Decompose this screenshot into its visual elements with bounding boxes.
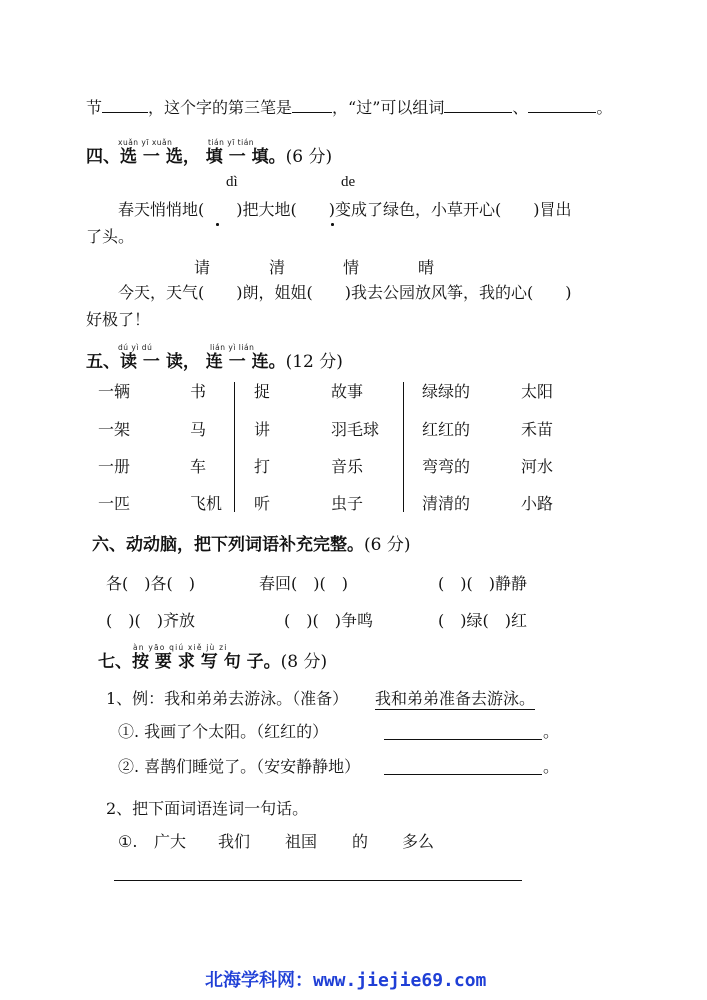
match-item[interactable]: 一架: [98, 420, 131, 439]
match-item[interactable]: 禾苗: [521, 420, 554, 439]
match-item[interactable]: 绿绿的: [422, 382, 471, 401]
q4-sentence-2: 今天，天气( )朗，姐姐( )我去公园放风筝，我的心( ): [118, 283, 572, 302]
fill-word[interactable]: ( )( )齐放: [106, 611, 195, 630]
match-item[interactable]: 飞机: [190, 494, 223, 513]
q5-title-char: 连: [251, 352, 269, 372]
q5-points: (12 分): [285, 352, 343, 372]
column-divider: [403, 382, 404, 512]
q4-points: (6 分): [285, 147, 333, 167]
q7-title-char: 句: [223, 652, 241, 672]
q7-item-2: ②. 喜鹊们睡觉了。（安安静静地）: [118, 757, 361, 776]
match-item[interactable]: 打: [254, 457, 271, 476]
q4-pinyin-de: de: [341, 174, 356, 190]
q7-title-char: 要: [154, 652, 172, 672]
match-item[interactable]: 河水: [521, 457, 554, 476]
word-tile[interactable]: 广大: [154, 832, 187, 851]
q7-item-1-end: 。: [543, 722, 560, 741]
answer-line-3[interactable]: [114, 880, 522, 881]
q4-title-char: ，: [182, 147, 200, 167]
fill-word[interactable]: ( )绿( )红: [438, 611, 527, 630]
q3-tail-part3: ，“过”可以组词: [332, 98, 445, 117]
q4-title-char: 填: [205, 147, 223, 167]
q3-tail-part5: 。: [596, 98, 613, 117]
q5-num: 五、: [86, 352, 120, 372]
q4-pinyin-2: tián yī tián: [208, 138, 255, 147]
q7-pinyin: àn yāo qiú xiě jù zi: [133, 643, 228, 652]
word-tile[interactable]: 多么: [402, 832, 435, 851]
fill-word[interactable]: 春回( )( ): [259, 574, 348, 593]
q4-s1-dotted-char-1: 地: [182, 200, 199, 219]
match-item[interactable]: 讲: [254, 420, 271, 439]
blank-2[interactable]: [292, 96, 332, 113]
match-item[interactable]: 捉: [254, 382, 271, 401]
q6-heading: [92, 535, 410, 555]
match-item[interactable]: 车: [190, 457, 207, 476]
emphasis-dot: [216, 223, 219, 226]
word-tile[interactable]: 祖国: [285, 832, 318, 851]
emphasis-dot: [331, 223, 334, 226]
word-tile[interactable]: 的: [352, 832, 369, 851]
match-item[interactable]: 羽毛球: [331, 420, 380, 439]
match-item[interactable]: 红红的: [422, 420, 471, 439]
answer-line-2[interactable]: [384, 774, 542, 775]
word-tile[interactable]: 我们: [218, 832, 251, 851]
q3-tail-part2: ，这个字的第三笔是: [148, 98, 293, 117]
q7-example-answer-text: 我和弟弟准备去游泳。: [375, 689, 536, 708]
match-item[interactable]: 虫子: [331, 494, 364, 513]
q5-end: 。: [268, 352, 286, 372]
match-item[interactable]: 一匹: [98, 494, 131, 513]
answer-line-1[interactable]: [384, 739, 542, 740]
q4-s1-a: 春天悄悄: [118, 200, 183, 219]
blank-3[interactable]: [444, 96, 512, 113]
fill-word[interactable]: ( )( )争鸣: [284, 611, 373, 630]
q6-heading-text: 六、动动脑，把下列词语补充完整。: [92, 535, 364, 555]
q4-sentence-1: [118, 200, 572, 220]
q4-title-char: 一: [228, 147, 246, 167]
q5-title-char: 读: [165, 352, 183, 372]
q7-points: (8 分): [280, 652, 328, 672]
q4-s1-b: ( )把大: [198, 200, 275, 219]
match-item[interactable]: 小路: [521, 494, 554, 513]
q4-title-char: 一: [142, 147, 160, 167]
blank-4[interactable]: [528, 96, 596, 113]
match-item[interactable]: 一册: [98, 457, 131, 476]
q4-title-char: 选: [165, 147, 183, 167]
q4-num: 四、: [86, 147, 120, 167]
blank-1[interactable]: [102, 96, 148, 113]
q7-num: 七、: [98, 652, 132, 672]
q4-title-char: 选: [120, 147, 137, 167]
q3-tail-part1: 节: [86, 98, 103, 117]
q3-tail-line: [86, 96, 612, 118]
match-item[interactable]: 音乐: [331, 457, 364, 476]
q5-title-char: 一: [228, 352, 246, 372]
column-divider: [234, 382, 235, 512]
match-item[interactable]: 书: [190, 382, 207, 401]
q6-points: (6 分): [364, 535, 411, 555]
q4-title-char: 填: [251, 147, 269, 167]
q7-end: 。: [263, 652, 281, 672]
match-item[interactable]: 太阳: [521, 382, 554, 401]
q7-item-1: ①. 我画了个太阳。（红红的）: [118, 722, 329, 741]
fill-word[interactable]: ( )( )静静: [438, 574, 527, 593]
q7-title-char: 按: [132, 652, 149, 672]
q5-pinyin-2: lián yì lián: [210, 343, 255, 352]
q4-heading: [86, 147, 332, 167]
q7-title-char: 写: [200, 652, 218, 672]
footer-watermark: 北海学科网：www.jiejie69.com: [205, 970, 487, 991]
q5-title-char: 读: [120, 352, 137, 372]
q5-title-char: ，: [182, 352, 200, 372]
q4-option-4: 晴: [418, 258, 435, 277]
match-item[interactable]: 故事: [331, 382, 364, 401]
match-item[interactable]: 弯弯的: [422, 457, 471, 476]
q7-item-2-end: 。: [543, 757, 560, 776]
q4-sentence-2-cont: 好极了！: [86, 310, 151, 329]
fill-word[interactable]: 各( )各( ): [106, 574, 195, 593]
q7-example-answer: [375, 689, 535, 709]
q4-end: 。: [268, 147, 286, 167]
q5-pinyin-1: dú yì dú: [118, 343, 153, 352]
q4-option-3: 情: [343, 258, 360, 277]
q4-s1-dotted-char-2: 地: [274, 200, 291, 219]
q7-title-char: 求: [177, 652, 195, 672]
q7-item-3-num: ①.: [118, 832, 138, 851]
q4-option-2: 清: [269, 258, 286, 277]
q4-sentence-1-cont: 了头。: [86, 227, 135, 246]
match-item[interactable]: 清清的: [422, 494, 471, 513]
q7-example-label: 1、例：我和弟弟去游泳。（准备）: [106, 689, 349, 708]
match-item[interactable]: 一辆: [98, 382, 131, 401]
match-item[interactable]: 听: [254, 494, 271, 513]
q4-pinyin-di: dì: [226, 174, 238, 190]
q7-task-2: 2、把下面词语连词一句话。: [106, 799, 309, 818]
q7-heading: [98, 652, 327, 672]
q4-s1-c: ( )变成了绿色，小草开心( )冒出: [290, 200, 572, 219]
match-item[interactable]: 马: [190, 420, 207, 439]
q7-title-char: 子: [246, 652, 264, 672]
q3-tail-part4: 、: [512, 98, 529, 117]
q4-option-1: 请: [194, 258, 211, 277]
q5-heading: [86, 352, 343, 372]
q5-title-char: 一: [142, 352, 160, 372]
q4-pinyin-1: xuǎn yī xuǎn: [118, 138, 173, 147]
q5-title-char: 连: [205, 352, 223, 372]
